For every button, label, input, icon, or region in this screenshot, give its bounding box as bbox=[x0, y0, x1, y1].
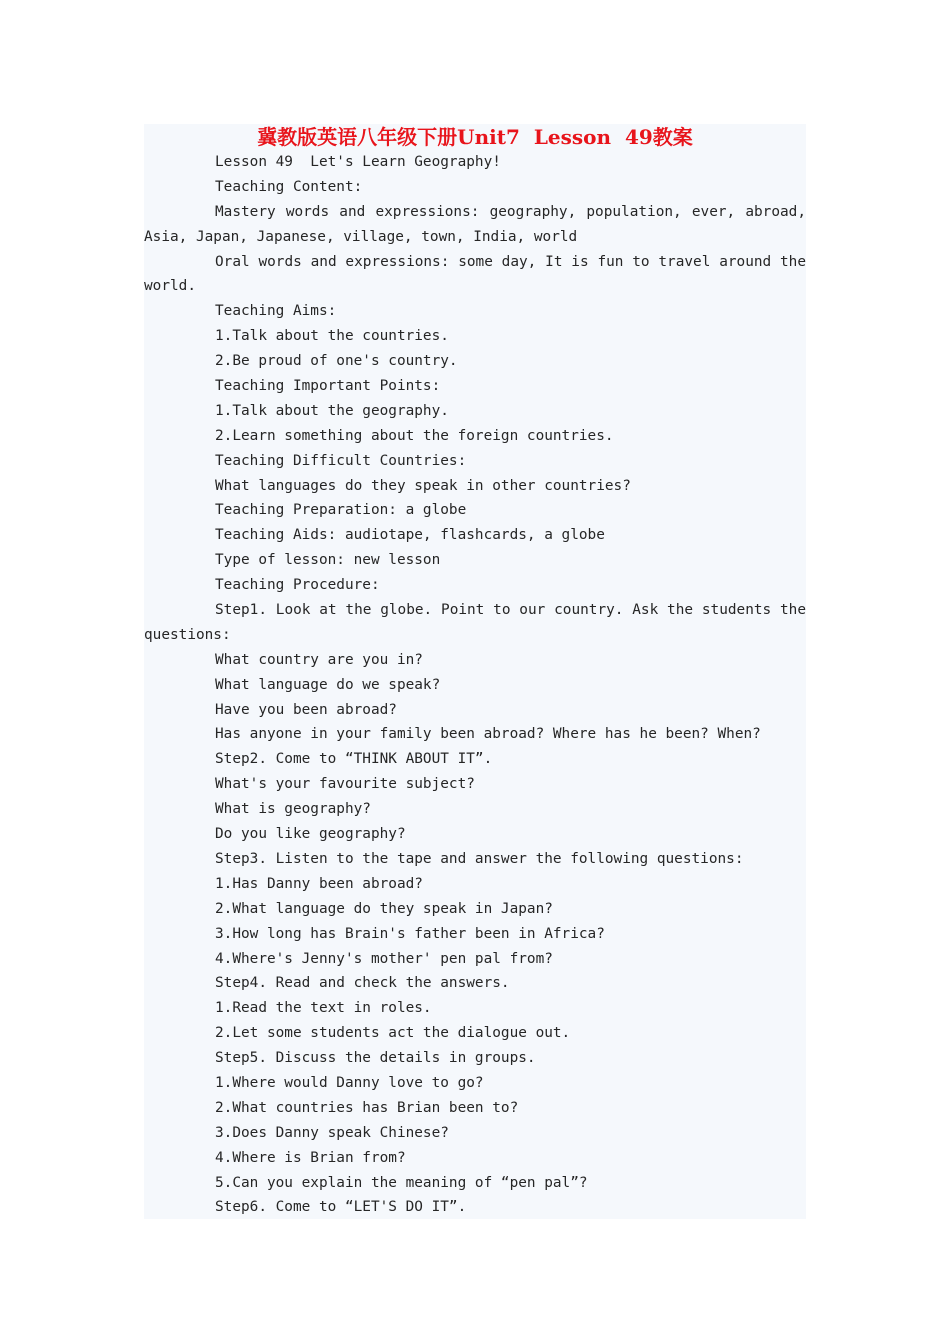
text-line: What languages do they speak in other countries? bbox=[215, 477, 631, 494]
text-line: Do you like geography? bbox=[215, 826, 406, 843]
text-line: Teaching Procedure: bbox=[215, 577, 380, 594]
text-line: 3.How long has Brain's father been in Africa? bbox=[215, 925, 605, 942]
text-line: Has anyone in your family been abroad? Where has he been? When? bbox=[215, 726, 761, 743]
text-line: Step6. Come to “LET'S DO IT”. bbox=[215, 1199, 467, 1216]
text-line: Teaching Aids: audiotape, flashcards, a globe bbox=[215, 527, 605, 544]
text-line: 2.Be proud of one's country. bbox=[215, 353, 458, 370]
text-line: Have you been abroad? bbox=[215, 701, 397, 718]
text-line: Asia, Japan, Japanese, village, town, India, world bbox=[144, 228, 578, 245]
text-line: What's your favourite subject? bbox=[215, 776, 475, 793]
text-line: questions: bbox=[144, 626, 231, 643]
text-line: 1.Where would Danny love to go? bbox=[215, 1074, 484, 1091]
text-line: What is geography? bbox=[215, 801, 371, 818]
text-line: Mastery words and expressions: geography, population, ever, abroad, bbox=[215, 203, 806, 220]
text-line: Teaching Preparation: a globe bbox=[215, 502, 467, 519]
text-line: Type of lesson: new lesson bbox=[215, 552, 441, 569]
text-line: Step4. Read and check the answers. bbox=[215, 975, 510, 992]
text-line: What language do we speak? bbox=[215, 676, 441, 693]
text-line: Teaching Difficult Countries: bbox=[215, 452, 467, 469]
text-line: 2.What countries has Brian been to? bbox=[215, 1099, 519, 1116]
text-line: 5.Can you explain the meaning of “pen pal”? bbox=[215, 1174, 588, 1191]
text-line: 3.Does Danny speak Chinese? bbox=[215, 1124, 449, 1141]
document-body bbox=[144, 150, 806, 1220]
text-line: Step5. Discuss the details in groups. bbox=[215, 1050, 536, 1067]
text-line: Teaching Important Points: bbox=[215, 378, 441, 395]
text-line: Step1. Look at the globe. Point to our country. Ask the students the bbox=[215, 602, 806, 619]
text-line: 2.Let some students act the dialogue out. bbox=[215, 1025, 571, 1042]
document-title: 冀教版英语八年级下册Unit7 Lesson 49教案 bbox=[257, 125, 693, 149]
text-line: What country are you in? bbox=[215, 651, 423, 668]
text-line: 2.Learn something about the foreign countries. bbox=[215, 427, 614, 444]
text-line: 1.Has Danny been abroad? bbox=[215, 875, 423, 892]
text-line: Teaching Content: bbox=[215, 178, 363, 195]
text-line: Lesson 49 Let's Learn Geography! bbox=[215, 154, 501, 170]
text-line: Step3. Listen to the tape and answer the following questions: bbox=[215, 850, 744, 867]
text-line: 1.Talk about the countries. bbox=[215, 328, 449, 345]
text-line: 2.What language do they speak in Japan? bbox=[215, 900, 553, 917]
text-line: world. bbox=[144, 278, 196, 295]
text-line: 4.Where is Brian from? bbox=[215, 1149, 406, 1166]
text-line: Teaching Aims: bbox=[215, 303, 337, 320]
text-line: 4.Where's Jenny's mother' pen pal from? bbox=[215, 950, 553, 967]
text-line: Step2. Come to “THINK ABOUT IT”. bbox=[215, 751, 493, 768]
text-line: Oral words and expressions: some day, It is fun to travel around the bbox=[215, 253, 806, 270]
text-line: 1.Read the text in roles. bbox=[215, 1000, 432, 1017]
text-line: 1.Talk about the geography. bbox=[215, 402, 449, 419]
